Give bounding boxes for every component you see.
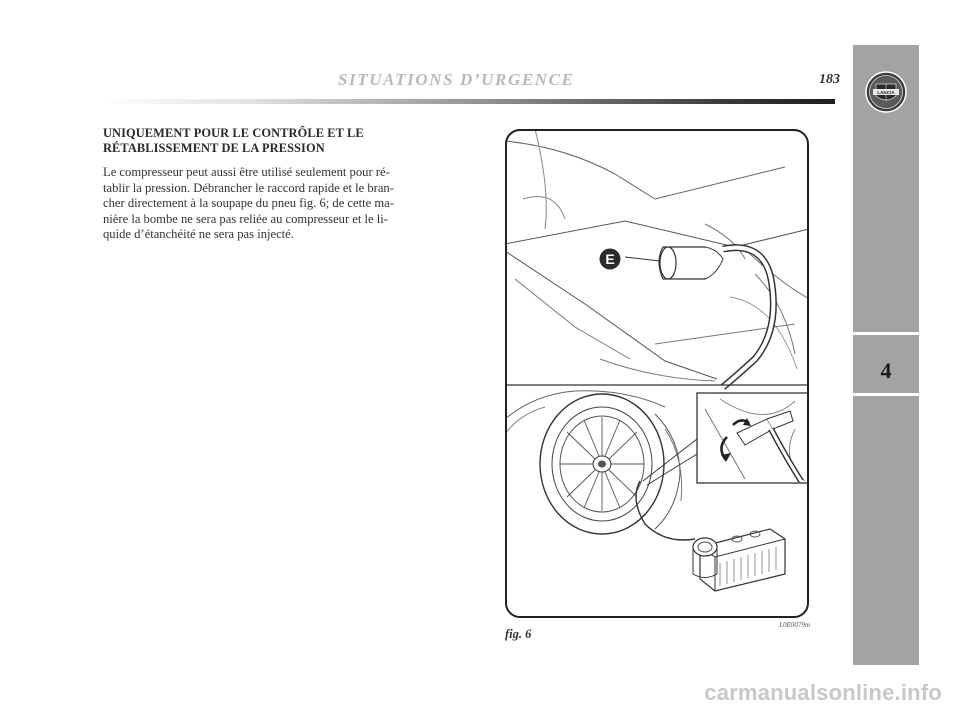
wheel-drawing [505,391,682,534]
figure-illustration [505,129,809,618]
running-header-title: SITUATIONS D’URGENCE [338,70,575,89]
logo-wordmark: LANCIA [877,90,895,95]
paragraph-line: cher directement à la soupape du pneu fig. 6; de cette ma- [103,196,394,211]
callout-e [600,249,621,270]
paragraph-line: nière la bombe ne sera pas reliée au compresseur et le li- [103,211,388,226]
heading-line: RÉTABLISSEMENT DE LA PRESSION [103,141,325,155]
lancia-logo-icon [864,70,908,114]
compressor-hose-drawing [723,248,773,387]
paragraph-line: quide d’étanchéité ne sera pas injecté. [103,227,294,242]
header-rule [100,99,835,104]
paragraph-line: Le compresseur peut aussi être utilisé seulement pour ré- [103,165,390,179]
side-tab-divider-bottom [853,393,919,396]
valve-inset-drawing [697,393,809,483]
body-paragraph [103,165,466,243]
heading-line: UNIQUEMENT POUR LE CONTRÔLE ET LE [103,126,364,140]
paragraph-line: tablir la pression. Débrancher le raccord rapide et le bran- [103,180,394,195]
chapter-side-tab [853,45,919,665]
compressor-drawing [693,529,785,591]
callout-label: E [605,251,615,267]
sealant-canister-drawing [625,247,723,279]
figure-code: L0E0079m [779,621,810,629]
watermark: carmanualsonline.info [704,680,942,705]
chapter-number: 4 [880,358,892,383]
page-number: 183 [819,72,840,87]
figure-caption: fig. 6 [505,627,532,641]
section-heading [103,126,433,156]
side-tab-divider-top [853,332,919,335]
